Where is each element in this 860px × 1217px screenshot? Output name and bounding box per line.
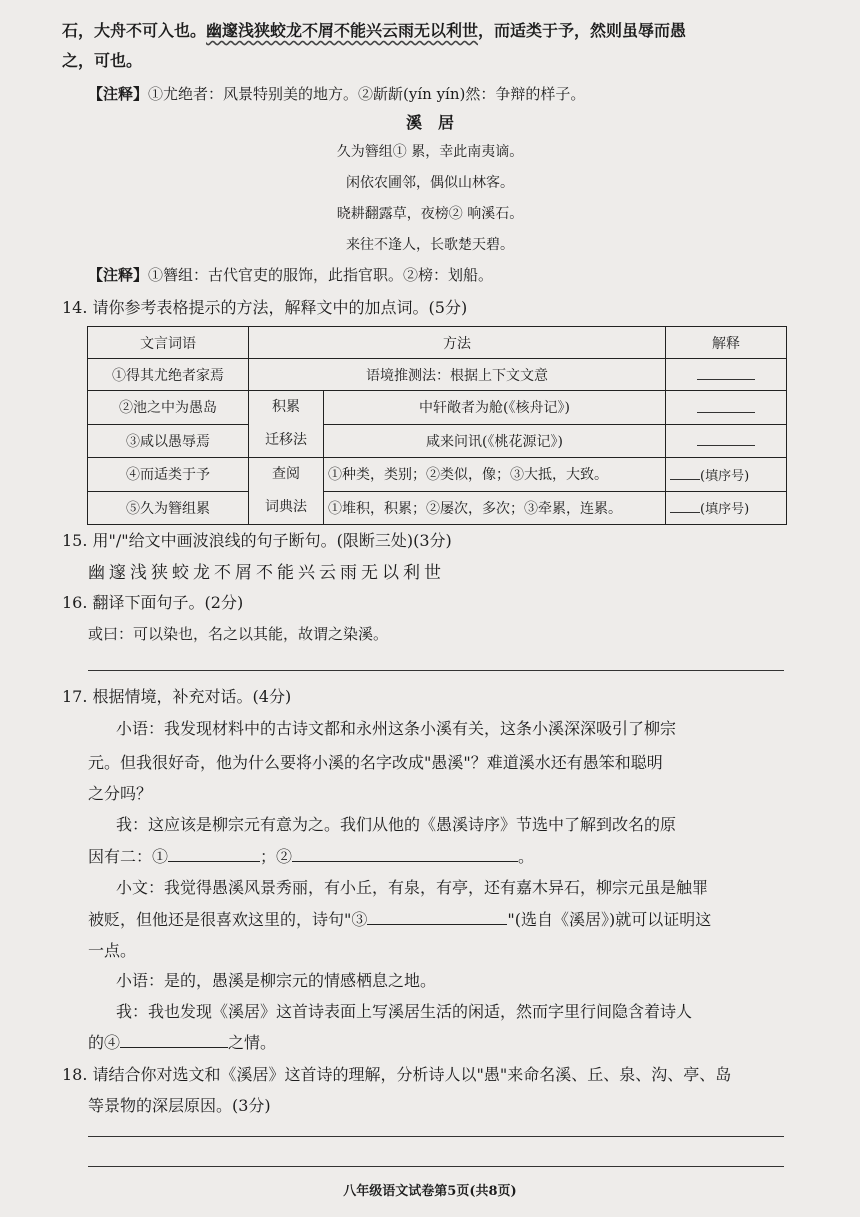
poem-title: 溪 居 <box>405 113 454 132</box>
answer-blank[interactable] <box>670 498 700 513</box>
poem-line: 闲依农圃邻，偶似山林客。 <box>346 175 514 191</box>
page-footer: 八年级语文试卷第5页(共8页) <box>343 1184 517 1199</box>
answer-blank[interactable] <box>697 398 755 413</box>
word-cell: ④而适类于予 <box>88 458 249 492</box>
answer-blank[interactable] <box>697 431 755 446</box>
hint-cell: ①种类，类别；②类似，像；③大抵，大致。 <box>324 458 666 492</box>
q18-answer-line[interactable] <box>88 1136 784 1137</box>
answer-blank[interactable] <box>697 365 755 380</box>
q17-text: 元。但我很好奇，他为什么要将小溪的名字改成"愚溪"？难道溪水还有愚笨和聪明 <box>88 753 663 772</box>
table-row <box>88 458 787 492</box>
answer-blank[interactable] <box>670 465 700 480</box>
word-cell: ①得其尤绝者家焉 <box>88 359 249 391</box>
q17-text: 因有二：① ；② 。 <box>88 847 535 866</box>
poem-line: 晓耕翻露草，夜榜② 响溪石。 <box>336 206 524 222</box>
blank-1[interactable] <box>168 847 260 862</box>
q17-text: 小语：是的，愚溪是柳宗元的情感栖息之地。 <box>116 971 437 990</box>
method-cell: 积累 迁移法 <box>249 391 324 458</box>
q18-answer-line[interactable] <box>88 1166 784 1167</box>
passage-line-1: 石，大舟不可入也。幽邃浅狭蛟龙不屑不能兴云雨无以利世，而适类于予，然则虽辱而愚 <box>62 21 687 40</box>
note-1: 【注释】①尤绝者：风景特别美的地方。②龂龂(yín yín)然：争辩的样子。 <box>88 85 586 103</box>
q14-stem: 14. 请你参考表格提示的方法，解释文中的加点词。(5分) <box>62 298 468 317</box>
word-cell: ③咸以愚辱焉 <box>88 424 249 458</box>
method-cell: 查阅 词典法 <box>249 458 324 525</box>
q15-sentence[interactable]: 幽邃浅狭蛟龙不屑不能兴云雨无以利世 <box>88 563 445 583</box>
q15-stem: 15. 用"/"给文中画波浪线的句子断句。(限断三处)(3分) <box>62 531 452 550</box>
table-row <box>88 391 787 425</box>
q18-stem: 18. 请结合你对选文和《溪居》这首诗的理解，分析诗人以"愚"来命名溪、丘、泉、沟、亭、岛 <box>62 1065 732 1084</box>
answer-cell[interactable]: (填序号) <box>666 458 787 492</box>
answer-cell[interactable] <box>666 424 787 458</box>
poem-line: 久为簪组① 累，幸此南夷谪。 <box>336 144 524 160</box>
passage-line-2: 之，可也。 <box>62 51 143 70</box>
answer-cell[interactable] <box>666 391 787 425</box>
table-header: 文言词语 <box>88 327 249 359</box>
q17-text: 一点。 <box>88 941 137 960</box>
q16-answer-line[interactable] <box>88 670 784 671</box>
wavy-sentence: 幽邃浅狭蛟龙不屑不能兴云雨无以利世 <box>206 21 479 40</box>
blank-3[interactable] <box>367 910 507 925</box>
note-2: 【注释】①簪组：古代官吏的服饰，此指官职。②榜：划船。 <box>88 266 494 284</box>
q17-stem: 17. 根据情境，补充对话。(4分) <box>62 687 292 706</box>
blank-4[interactable] <box>120 1033 228 1048</box>
answer-cell[interactable]: (填序号) <box>666 491 787 525</box>
answer-cell[interactable] <box>666 359 787 391</box>
table-header: 方法 <box>249 327 666 359</box>
q14-table <box>87 326 787 525</box>
q17-text: 我：我也发现《溪居》这首诗表面上写溪居生活的闲适，然而字里行间隐含着诗人 <box>116 1002 693 1021</box>
q17-text: 我：这应该是柳宗元有意为之。我们从他的《愚溪诗序》节选中了解到改名的原 <box>116 815 677 834</box>
blank-2[interactable] <box>292 847 518 862</box>
word-cell: ⑤久为簪组累 <box>88 491 249 525</box>
table-row <box>88 491 787 525</box>
hint-cell: 咸来问讯(《桃花源记》) <box>324 424 666 458</box>
q16-sentence: 或曰：可以染也，名之以其能，故谓之染溪。 <box>88 625 389 643</box>
q17-text: 的④ 之情。 <box>88 1033 277 1052</box>
q17-text: 被贬，但他还是很喜欢这里的，诗句"③ "(选自《溪居》)就可以证明这 <box>88 910 712 929</box>
poem-line: 来往不逢人，长歌楚天碧。 <box>346 237 514 253</box>
q18-stem: 等景物的深层原因。(3分) <box>88 1096 271 1115</box>
method-cell: 语境推测法：根据上下文文意 <box>249 359 666 391</box>
hint-cell: ①堆积，积累；②屡次，多次；③牵累，连累。 <box>324 491 666 525</box>
word-cell: ②池之中为愚岛 <box>88 391 249 425</box>
q17-text: 小文：我觉得愚溪风景秀丽，有小丘，有泉，有亭，还有嘉木异石，柳宗元虽是触罪 <box>116 878 709 897</box>
table-header-row <box>88 327 787 359</box>
table-row <box>88 359 787 391</box>
q16-stem: 16. 翻译下面句子。(2分) <box>62 593 244 612</box>
table-row <box>88 424 787 458</box>
q17-text: 之分吗？ <box>88 784 153 803</box>
hint-cell: 中轩敞者为舱(《核舟记》) <box>324 391 666 425</box>
q17-text: 小语：我发现材料中的古诗文都和永州这条小溪有关，这条小溪深深吸引了柳宗 <box>116 719 677 738</box>
table-header: 解释 <box>666 327 787 359</box>
